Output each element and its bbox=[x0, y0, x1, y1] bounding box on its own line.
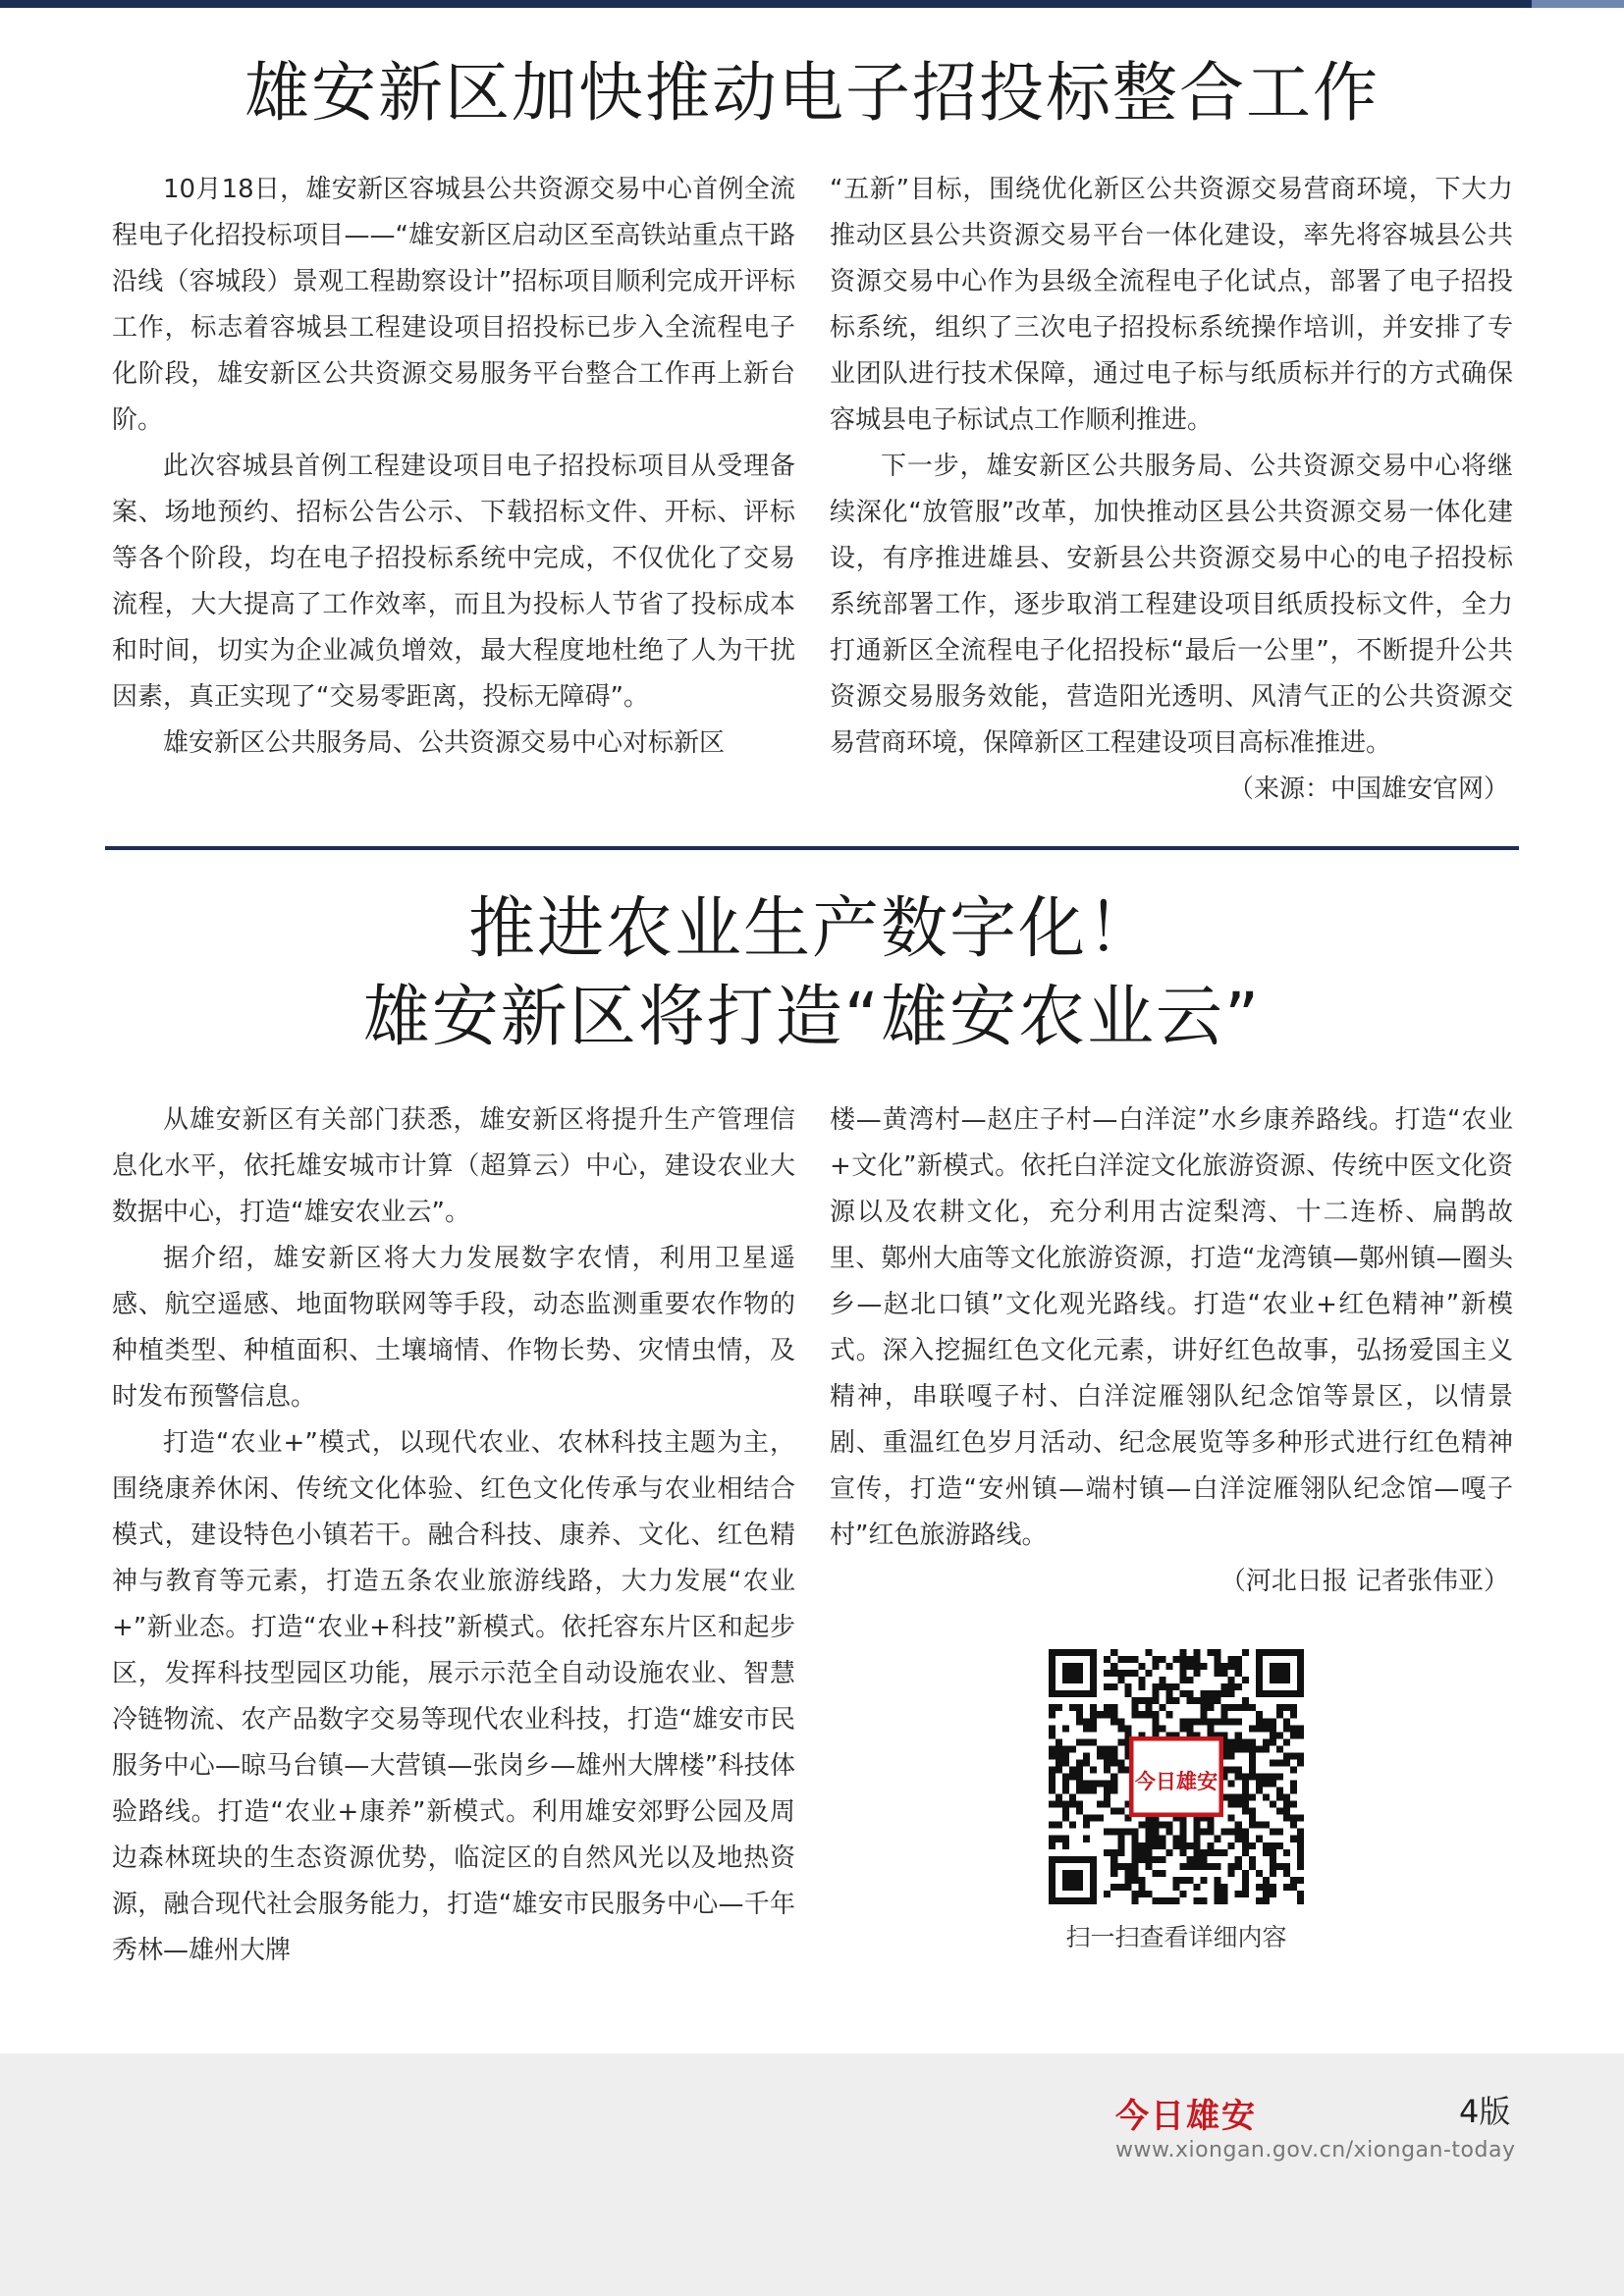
article-2-title-line-1: 推进农业生产数字化！ bbox=[467, 890, 1156, 968]
article-2-paragraph-2: 据介绍，雄安新区将大力发展数字农情，利用卫星遥感、航空遥感、地面物联网等手段，动态监测重要农作物的种植类型、种植面积、土壤墒情、作物长势、灾情虫情，及时发布预警信息。 bbox=[112, 1244, 795, 1412]
article-2-paragraph-3: 打造“农业+”模式，以现代农业、农林科技主题为主，围绕康养休闲、传统文化体验、红色文化传承与农业相结合模式，建设特色小镇若干。融合科技、康养、文化、红色精神与教育等元素，打造五条农业旅游线路，大力发展“农业+”新业态。打造“农业+科技”新模式。依托容东片区和起步区，发挥科技型园区功能，展示示范全自动设施农业、智慧冷链物流、农产品数字交易等现代农业科技，打造“雄安市民服务中心—晾马台镇—大营镇—张岗乡—雄州大牌楼”科技体验路线。打造“农业+康养”新模式。利用雄安郊野公园及周边森林斑块的生态资源优势，临淀区的自然风光以及地热资源，融合现代社会服务能力，打造“雄安市民服务中心—千年秀林—雄州大牌 bbox=[112, 1428, 795, 1965]
footer-url[interactable]: www.xiongan.gov.cn/xiongan-today bbox=[1115, 2138, 1516, 2163]
article-1-paragraph-2: 此次容城县首例工程建设项目电子招投标项目从受理备案、场地预约、招标公告公示、下载招标文件、开标、评标等各个阶段，均在电子招投标系统中完成，不仅优化了交易流程，大大提高了工作效率，而且为投标人节省了投标成本和时间，切实为企业减负增效，最大程度地杜绝了人为干扰因素，真正实现了“交易零距离，投标无障碍”。 bbox=[112, 452, 795, 712]
article-1-source: （来源：中国雄安官网） bbox=[1227, 774, 1509, 804]
top-bar bbox=[0, 0, 1624, 8]
article-1-left-column bbox=[112, 167, 795, 815]
article-2-right-column bbox=[830, 1097, 1513, 1605]
qr-code-block bbox=[1049, 1649, 1304, 1953]
article-2-source: （河北日报 记者张伟亚） bbox=[1219, 1567, 1509, 1596]
article-1-paragraph-3-continued: “五新”目标，围绕优化新区公共资源交易营商环境，下大力推动区县公共资源交易平台一体化建设，率先将容城县公共资源交易中心作为县级全流程电子化试点，部署了电子招投标系统，组织了三次电子招投标系统操作培训，并安排了专业团队进行技术保障，通过电子标与纸质标并行的方式确保容城县电子标试点工作顺利推进。 bbox=[830, 175, 1513, 435]
qr-code[interactable] bbox=[1049, 1649, 1304, 1904]
article-2-title-line-2: 雄安新区将打造“雄安农业云” bbox=[362, 979, 1262, 1056]
page-number: 4版 bbox=[1459, 2093, 1511, 2130]
qr-center-logo bbox=[1131, 1738, 1220, 1814]
article-1-paragraph-1: 10月18日，雄安新区容城县公共资源交易中心首例全流程电子化招投标项目——“雄安新区启动区至高铁站重点干路沿线（容城段）景观工程勘察设计”招标项目顺利完成开评标工作，标志着容城县工程建设项目招投标已步入全流程电子化阶段，雄安新区公共资源交易服务平台整合工作再上新台阶。 bbox=[112, 175, 795, 435]
article-1-right-column bbox=[830, 167, 1513, 815]
article-2-left-column bbox=[112, 1097, 795, 1974]
top-bar-accent bbox=[1532, 0, 1624, 8]
article-1-paragraph-4: 下一步，雄安新区公共服务局、公共资源交易中心将继续深化“放管服”改革，加快推动区县公共资源交易一体化建设，有序推进雄县、安新县公共资源交易中心的电子招投标系统部署工作，逐步取消工程建设项目纸质投标文件，全力打通新区全流程电子化招投标“最后一公里”，不断提升公共资源交易服务效能，营造阳光透明、风清气正的公共资源交易营商环境，保障新区工程建设项目高标准推进。 bbox=[830, 452, 1513, 758]
qr-caption: 扫一扫查看详细内容 bbox=[1065, 1923, 1287, 1951]
article-2-paragraph-3-continued: 楼—黄湾村—赵庄子村—白洋淀”水乡康养路线。打造“农业+文化”新模式。依托白洋淀文化旅游资源、传统中医文化资源以及农耕文化，充分利用古淀梨湾、十二连桥、扁鹊故里、鄚州大庙等文化旅游资源，打造“龙湾镇—鄚州镇—圈头乡—赵北口镇”文化观光路线。打造“农业+红色精神”新模式。深入挖掘红色文化元素，讲好红色故事，弘扬爱国主义精神，串联嘎子村、白洋淀雁翎队纪念馆等景区，以情景剧、重温红色岁月活动、纪念展览等多种形式进行红色精神宣传，打造“安州镇—端村镇—白洋淀雁翎队纪念馆—嘎子村”红色旅游路线。 bbox=[830, 1105, 1513, 1550]
footer bbox=[0, 2054, 1624, 2296]
article-divider bbox=[105, 846, 1519, 850]
article-2-paragraph-1: 从雄安新区有关部门获悉，雄安新区将提升生产管理信息化水平，依托雄安城市计算（超算云）中心，建设农业大数据中心，打造“雄安农业云”。 bbox=[112, 1105, 795, 1227]
article-1-title: 雄安新区加快推动电子招投标整合工作 bbox=[244, 55, 1380, 131]
article-1-paragraph-3: 雄安新区公共服务局、公共资源交易中心对标新区 bbox=[163, 728, 726, 758]
qr-logo-text: 今日雄安 bbox=[1134, 1768, 1218, 1793]
footer-logo: 今日雄安 bbox=[1115, 2097, 1257, 2136]
